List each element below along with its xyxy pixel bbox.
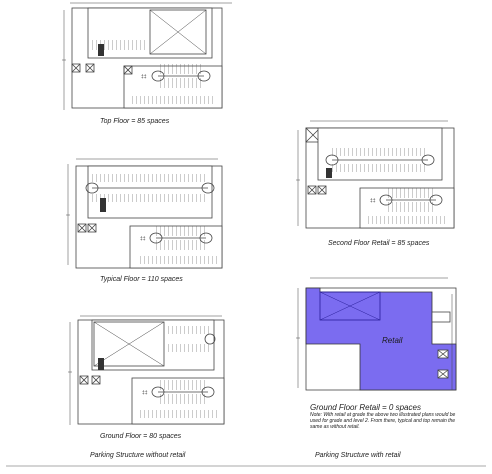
caption-second-floor-retail: Second Floor Retail = 85 spaces: [328, 240, 430, 247]
retail-note: Note: With retail at grade the above two illustrated plans would be used for grade and level 2. From there, typical and top remain the same as without retail.: [310, 412, 456, 430]
ground-floor-retail-plan: [298, 278, 456, 390]
caption-typical-floor: Typical Floor = 110 spaces: [100, 276, 183, 283]
svg-text:‡‡: ‡‡: [142, 390, 148, 396]
retail-area: [306, 288, 456, 390]
retail-label: Retail: [382, 336, 403, 345]
svg-text:‡‡: ‡‡: [370, 198, 376, 204]
caption-column-left: Parking Structure without retail: [90, 452, 186, 459]
caption-column-right: Parking Structure with retail: [315, 452, 401, 459]
ground-floor-plan: [70, 316, 224, 425]
svg-text:‡‡: ‡‡: [140, 236, 146, 242]
caption-top-floor: Top Floor = 85 spaces: [100, 118, 170, 125]
svg-text:‡‡: ‡‡: [141, 74, 147, 80]
second-floor-retail-plan: [298, 121, 454, 228]
typical-floor-plan: [68, 159, 222, 268]
caption-ground-floor-retail: Ground Floor Retail = 0 spaces: [310, 403, 421, 412]
caption-ground-floor: Ground Floor = 80 spaces: [100, 433, 182, 440]
top-floor-plan: [64, 3, 232, 110]
